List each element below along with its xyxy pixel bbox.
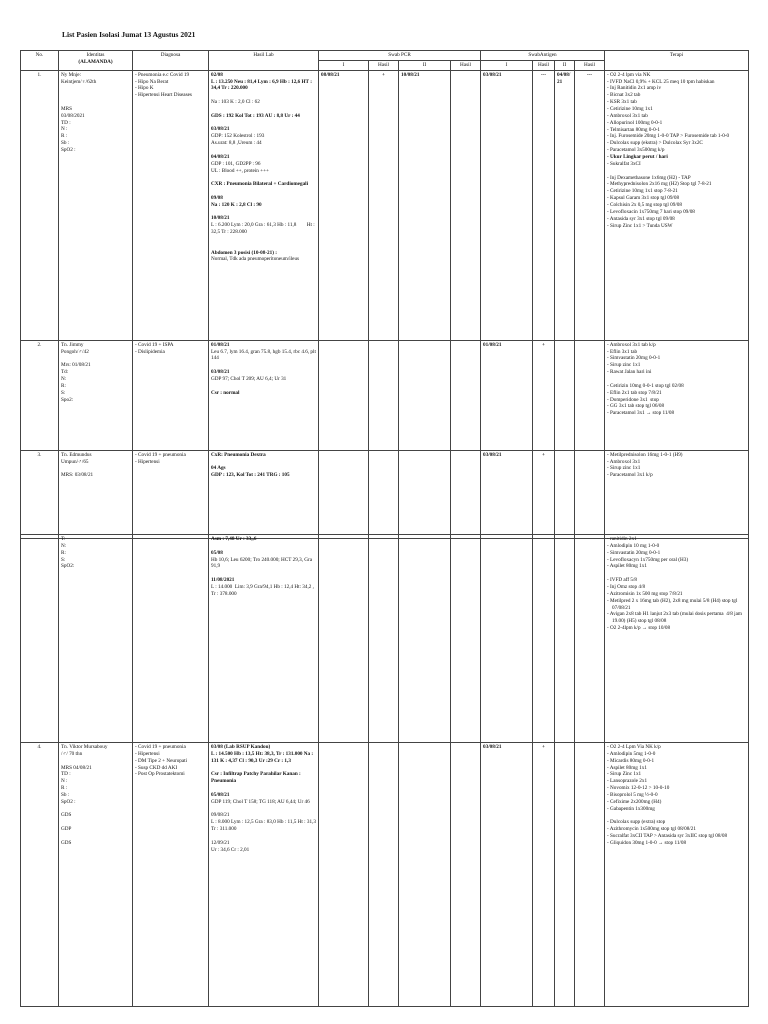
pcr-2-result <box>451 743 481 1007</box>
lab-line: GDP : 101, GD2PP : 96 <box>211 160 261 167</box>
therapy-item: - Sukralfat 3xCI <box>607 161 746 168</box>
therapy-item: - ranitidin 2x1 <box>607 536 746 543</box>
patient-diagnosis-item: - Susp CKD dd AKI <box>135 765 206 772</box>
patient-diagnosis <box>133 450 209 538</box>
lab-line: GDP: 152 Kolestrol : 193 <box>211 133 265 140</box>
patient-diagnosis <box>133 535 209 743</box>
antigen-2-date <box>555 743 575 1007</box>
therapy-item: - IVFD aff 5/8 <box>607 577 746 584</box>
patient-diagnosis-list <box>135 72 206 99</box>
patient-identity-line: SpO2 : <box>61 798 76 805</box>
pcr-2-date: 10/08/21 <box>399 70 451 340</box>
header-diagnosa: Diagnosa <box>133 51 209 71</box>
therapy-list <box>607 342 746 417</box>
lab-line: L : 14.500 Hb : 13,5 Ht: 38,3, Tr : 131.000 Na : 131 K : 4,37 Cl : 90,3 Ur :29 Cr : 1,3 <box>211 750 315 764</box>
subheader: Hasil <box>575 60 605 70</box>
subheader: I <box>319 60 369 70</box>
pcr-2-result <box>451 70 481 340</box>
patient-diagnosis-item: - Post Op Prostatektomi <box>135 771 206 778</box>
patient-identity-line: Ny Mnje: <box>61 71 82 78</box>
lab-line: 02/08 <box>211 71 223 78</box>
lab-line <box>211 243 316 250</box>
therapy-item: - Inj Ranitidin 2x1 amp iv <box>607 85 746 92</box>
therapy-item: - Lansoprazole 2x1 <box>607 778 746 785</box>
patient-diagnosis-item: - DM Tipe 2 + Neuropati <box>135 758 206 765</box>
subheader: I <box>481 60 533 70</box>
antigen-2-result: --- <box>575 70 605 340</box>
lab-results <box>209 340 319 450</box>
therapy-item: - Allopurinol 100mg 0-0-1 <box>607 120 746 127</box>
lab-line: Ur : 34,6 Cr : 2,01 <box>211 846 250 853</box>
patient-identity-line: Mrs: 01/08/21 <box>61 362 91 369</box>
table-row <box>21 450 749 538</box>
subheader: Hasil <box>533 60 555 70</box>
patient-diagnosis-item: - Pneumonia e.c Covid 19 <box>135 72 206 79</box>
pcr-2-date <box>399 340 451 450</box>
therapy-item: - Bicnat 3x2 tab <box>607 92 746 99</box>
patient-diagnosis-item: - Hipertensi Heart Diseases <box>135 92 206 99</box>
pcr-1-date <box>319 535 369 743</box>
patient-diagnosis <box>133 70 209 340</box>
patient-identity-line: SpO2 : <box>61 146 76 153</box>
patient-no: 3. <box>21 450 59 538</box>
patient-identity-line <box>61 99 130 106</box>
lab-line <box>211 383 316 390</box>
patient-no: 4. <box>21 743 59 1007</box>
patient-identity-line: R: <box>61 382 66 389</box>
lab-line: GDP : 123, Kol Tot : 241 TRG : 105 <box>211 472 290 479</box>
lab-line: Leu 6.7, lym 16.4, gran 75.8, hgb 15.4, rbc 4.6, plt 144 <box>211 348 318 362</box>
pcr-1-date: 08/08/21 <box>319 70 369 340</box>
lab-line: 01/08/21 <box>211 341 230 348</box>
antigen-2-date <box>555 450 575 538</box>
lab-line <box>211 209 316 216</box>
antigen-2-date: 04/08/ 21 <box>555 70 575 340</box>
therapy-item: - Levofloxacin 1x750mg 7 hari stop 09/08 <box>607 209 746 216</box>
patient-identity-line: Keintjem/♀/62th <box>61 78 97 85</box>
therapy-item: - Rawat Jalan hari ini <box>607 369 746 376</box>
antigen-2-result <box>575 743 605 1007</box>
patient-identity-line: Sb : <box>61 791 70 798</box>
lab-line: 05/08 <box>211 549 223 556</box>
antigen-1-result: + <box>533 450 555 538</box>
patient-diagnosis-item: - Covid 19 + pneumonia <box>135 452 206 459</box>
lab-line: L : 13.250 Neu : 81,4 Lym : 6,9 Hb : 12,6 HT : 34,4 Tr : 220.000 <box>211 78 314 92</box>
therapy-item: - Kapsul Garam 3x1 stop tgl 09/08 <box>607 195 746 202</box>
patient-diagnosis-item: - Hipertensi <box>135 459 206 466</box>
therapy-item: - Azithromycin 1x500mg stop tgl 08/08/21 <box>607 826 746 833</box>
antigen-1-date: 03/08/21 <box>481 743 533 1007</box>
lab-line: 09/08 <box>211 194 223 201</box>
therapy-item <box>607 376 746 383</box>
patient-identity-line: Tn. Edmundus <box>61 451 92 458</box>
patient-identity-line: Umpun/♂/65 <box>61 458 89 465</box>
therapy-list <box>607 744 746 847</box>
therapy-item: - Eflin 2x1 tab stop 7/8/21 <box>607 390 746 397</box>
therapy-item: - Aspilet 80mg 1x1 <box>607 563 746 570</box>
lab-line: L : 6.200 Lym : 20,0 Gra : 61,3 Hb : 11,8 Ht : 32,5 Tr : 228.000 <box>211 222 316 236</box>
therapy-item: - Cetirizine 10mg 1x1 <box>607 106 746 113</box>
therapy <box>605 70 749 340</box>
header-identitas: Identitas (ALAMANDA) <box>59 51 133 71</box>
therapy-item: - Paracetamol 3x500mg k/p <box>607 147 746 154</box>
table-row <box>21 70 749 340</box>
lab-line: Csr : normal <box>211 389 240 396</box>
lab-line <box>211 174 316 181</box>
pcr-2-result <box>451 535 481 743</box>
lab-results <box>209 450 319 538</box>
pcr-1-result <box>369 535 399 743</box>
header-terapi: Terapi <box>605 51 749 71</box>
lab-line: Abdomen 3 posisi (10-08-21) : <box>211 249 277 256</box>
pcr-2-date <box>399 743 451 1007</box>
therapy-item: - Dulcolax supp (extra) stop <box>607 819 746 826</box>
pcr-1-date <box>319 450 369 538</box>
subheader: II <box>399 60 451 70</box>
therapy-item: - Sucralfat 3xCII TAP > Antasida syr 3xIIC stop tgl 08/08 <box>607 833 746 840</box>
patient-identity-line: N : <box>61 126 68 133</box>
patient-diagnosis-list <box>135 342 206 356</box>
patient-identity-line: TD : <box>61 119 71 126</box>
patient-no: 2. <box>21 340 59 450</box>
therapy-item: - Telmisartan 80mg 0-0-1 <box>607 127 746 134</box>
pcr-1-result <box>369 450 399 538</box>
patient-identity-line: Tn. Jimmy <box>61 341 84 348</box>
pcr-2-date <box>399 535 451 743</box>
antigen-1-date: 03/08/21 <box>481 450 533 538</box>
patient-identity-line <box>61 833 130 840</box>
patient-identity-line: MRS <box>61 105 72 112</box>
therapy-item: - Cefixime 2x200mg (H4) <box>607 799 746 806</box>
antigen-2-date <box>555 340 575 450</box>
antigen-1-result: --- <box>533 70 555 340</box>
lab-line: Csr : Infiltrap Patchy Parahilar Kanan : Pneumonia <box>211 771 303 785</box>
lab-line: 04 Ags <box>211 465 226 472</box>
patient-identity-line: N : <box>61 778 68 785</box>
lab-line <box>211 188 316 195</box>
therapy-item: - GG 3x1 tab stop tgl 06/08 <box>607 403 746 410</box>
lab-line: L : 14.000 Lim: 3,9 Gra/94,1 Hb : 12,4 Ht: 34,2 , Tr : 378.000 <box>211 583 316 597</box>
patient-identity-line <box>61 819 130 826</box>
patient-diagnosis <box>133 340 209 450</box>
antigen-1-date <box>481 535 533 743</box>
therapy-item: - Ambroxol 3x1 tab <box>607 113 746 120</box>
lab-line: 03/08 (Lab RSUP Kandou) <box>211 744 271 750</box>
antigen-1-result: + <box>533 743 555 1007</box>
therapy-item: - Avigan 2x8 tab H1 lanjut 2x3 tab (mulai dosis pertama 4/8 jam 19.00) (H5) stop tgl 08/08 <box>607 611 746 625</box>
therapy-item: - Inj Dexamethasone 1x6mg (H2) - TAP <box>607 175 746 182</box>
patient-identity-line: R : <box>61 133 68 140</box>
lab-line: Normal, Tdk ada pneumoperitoneum/ileus <box>211 256 300 263</box>
lab-line <box>211 147 316 154</box>
therapy-item: - Sirup zinc 1x1 <box>607 362 746 369</box>
lab-line: As.urat: 8,8 ,Ureum : 44 <box>211 140 262 147</box>
therapy-item: - Metilpred 2 x 16mg tab (H2), 2x8 mg mulai 5/8 (H4) stop tgl 07/08/21 <box>607 598 746 612</box>
therapy-item: - Simvastatin 20mg 0-0-1 <box>607 355 746 362</box>
antigen-2-date <box>555 535 575 743</box>
patient-identity <box>59 340 133 450</box>
lab-line: L : 8.000 Lym : 12,5 Gra : 83,0 Hb : 11,5 Ht : 31,3 Tr : 311.000 <box>211 819 318 833</box>
patient-identity-line: S: <box>61 556 66 563</box>
therapy-list <box>607 536 746 639</box>
pcr-1-result: + <box>369 70 399 340</box>
patient-identity-line <box>61 758 130 765</box>
therapy-item: - Colchisin 2x 0,5 mg stop tgl 09/08 <box>607 202 746 209</box>
therapy-item: - Cetirizine 10mg 1x1 stop 7-8-21 <box>607 188 746 195</box>
therapy-item <box>607 632 746 639</box>
patient-identity-line: N: <box>61 542 67 549</box>
lab-line <box>211 362 316 369</box>
patient-identity-line: MRS: 03/08/21 <box>61 472 94 479</box>
antigen-1-date: 03/08/21 <box>481 70 533 340</box>
header-swab-pcr: Swab PCR <box>319 51 481 61</box>
patient-identity-line: Spo2: <box>61 396 74 403</box>
patient-identity-line: R : <box>61 785 68 792</box>
lab-line <box>211 236 316 243</box>
patient-identity-line <box>61 355 130 362</box>
antigen-2-result <box>575 535 605 743</box>
lab-line <box>211 106 316 113</box>
antigen-1-result <box>533 535 555 743</box>
patient-identity-line: /♂/ 70 thn <box>61 750 83 757</box>
table-row <box>21 535 749 743</box>
therapy-item: - Amlodipin 10 mg 1-0-0 <box>607 543 746 550</box>
lab-line: 05/08/21 <box>211 791 230 798</box>
lab-line: Na : 103 K : 2,0 Cl : 62 <box>211 99 260 106</box>
lab-results <box>209 70 319 340</box>
lab-line: 04/08/21 <box>211 153 230 160</box>
patient-identity-line: T: <box>61 536 66 542</box>
lab-line <box>211 833 316 840</box>
table-row <box>21 340 749 450</box>
therapy-item: - Levofloxacyn 1x750mg per oral (H3) <box>607 557 746 564</box>
patient-identity <box>59 743 133 1007</box>
therapy-item: - Sirup Zinc 1x1 > Tunda USW <box>607 223 746 230</box>
pcr-2-result <box>451 450 481 538</box>
patient-diagnosis-item: - Hipo Na Berat <box>135 79 206 86</box>
lab-line: Asm : 7,48 Ur : 33,,6 <box>211 536 257 542</box>
therapy-item: - Metilprednisolon 16mg 1-0-1 (H9) <box>607 452 746 459</box>
therapy-item: - Micardis 80mg 0-0-1 <box>607 758 746 765</box>
lab-line: Na : 120 K : 2,8 Cl : 90 <box>211 201 262 208</box>
patient-diagnosis-list <box>135 744 206 778</box>
lab-line: GDP 119; Chol T 158; TG 118; AU 6,44; Ur 46 <box>211 798 310 805</box>
lab-line: GDP 97; Chol T 209; AU 6,4; Ur 31 <box>211 375 287 382</box>
patient-diagnosis-item: - Hipertensi <box>135 751 206 758</box>
patient-diagnosis <box>133 743 209 1007</box>
therapy-item: - Bisoprolol 5 mg ½-0-0 <box>607 792 746 799</box>
lab-line: 11/08/2021 <box>211 577 235 584</box>
pcr-1-date <box>319 743 369 1007</box>
lab-line <box>211 120 316 127</box>
patient-diagnosis-item: - Covid 19 + pneumonia <box>135 744 206 751</box>
patient-identity-line: SpO2: <box>61 563 75 570</box>
therapy-item: - Inj. Furosemide 20mg 1-0-0 TAP > Furosemide tab 1-0-0 <box>607 133 746 140</box>
therapy-item: - O2 2-4lpm k/p → stop 10/08 <box>607 625 746 632</box>
therapy-item: - Inj Omz stop 4/8 <box>607 584 746 591</box>
therapy-item: - Ambroxol 3x1 tab k/p <box>607 342 746 349</box>
patient-identity-line: Pongoh/♂/42 <box>61 348 89 355</box>
header-swab-antigen: SwabAntigen <box>481 51 605 61</box>
therapy-item: - Ukur Lingkar perut / hari <box>607 154 746 161</box>
therapy-item: - Antasida syr 3x1 stop tgl 09/08 <box>607 216 746 223</box>
therapy-item: - Amlodipin 5mg 1-0-0 <box>607 751 746 758</box>
lab-line: 09/08/21 <box>211 812 230 819</box>
therapy-item: - Azitromisin 1x 500 mg stop 7/8/21 <box>607 591 746 598</box>
patient-identity-line: 03/08/2021 <box>61 112 85 119</box>
pcr-1-result <box>369 340 399 450</box>
antigen-2-result <box>575 450 605 538</box>
patient-identity-line: TD : <box>61 771 71 778</box>
patient-identity-line: Td: <box>61 369 69 376</box>
patient-identity-line <box>61 92 130 99</box>
patient-identity-line: GDS <box>61 812 72 819</box>
therapy-item: - Methyprednisolon 2x16 mg (H2) Stop tgl 7-8-21 <box>607 181 746 188</box>
patient-table-page-2 <box>20 534 748 1007</box>
patient-identity <box>59 535 133 743</box>
pcr-2-date <box>399 450 451 538</box>
therapy-item: - Sirup Zinc 1x1 <box>607 771 746 778</box>
lab-line <box>211 785 316 792</box>
therapy-item: - Simvastatin 20mg 0-0-1 <box>607 550 746 557</box>
lab-line <box>211 570 316 577</box>
pcr-1-result <box>369 743 399 1007</box>
pcr-2-result <box>451 340 481 450</box>
lab-line: 03/08/21 <box>211 126 230 133</box>
page-title: List Pasien Isolasi Jumat 13 Agustus 2021 <box>62 30 196 39</box>
therapy-item: - Ambroxol 3x1 <box>607 459 746 466</box>
therapy-item: - Eflin 3x1 tab <box>607 349 746 356</box>
patient-no <box>21 535 59 743</box>
therapy <box>605 340 749 450</box>
table-row <box>21 743 749 1007</box>
subheader: Hasil <box>451 60 481 70</box>
patient-identity-line <box>61 465 130 472</box>
patient-identity-line <box>61 85 130 92</box>
therapy-item: - Paracetamol 3x1 → stop 11/08 <box>607 410 746 417</box>
therapy <box>605 743 749 1007</box>
patient-identity <box>59 450 133 538</box>
lab-line: Hb 10,6; Leu 6200; Tro 240.000; HCT 29,3, Gra 91,9 <box>211 556 314 570</box>
lab-line: CxR: Pneumonia Dextra <box>211 451 266 458</box>
lab-line: UL : Blood ++, protein +++ <box>211 167 269 174</box>
patient-diagnosis-item: - Dislipidemia <box>135 349 206 356</box>
patient-diagnosis-item: - Hipo K <box>135 85 206 92</box>
therapy-item: - Cetirizin 10mg 0-0-1 stop tgl 02/08 <box>607 383 746 390</box>
therapy-item: - Sirup zinc 1x1 <box>607 465 746 472</box>
therapy-item: - Aspilet 80mg 1x1 <box>607 765 746 772</box>
therapy-list <box>607 452 746 479</box>
patient-identity-line: Tn. Viktor Mursabouy <box>61 744 108 750</box>
lab-line <box>211 806 316 813</box>
patient-diagnosis-item: - Covid 19 + ISPA <box>135 342 206 349</box>
subheader: Hasil <box>369 60 399 70</box>
antigen-2-result <box>575 340 605 450</box>
therapy <box>605 450 749 538</box>
header-hasil-lab: Hasil Lab <box>209 51 319 71</box>
patient-identity-line: GDS <box>61 839 72 846</box>
lab-line: GDS : 192 Kol Tot : 193 AU : 8,8 Ur : 44 <box>211 112 300 119</box>
lab-line: CXR : Pneumonia Bilateral + Cardiomegali <box>211 181 309 188</box>
lab-line <box>211 765 316 772</box>
antigen-1-date: 01/08/21 <box>481 340 533 450</box>
patient-identity-line: MRS 04/08/21 <box>61 764 92 771</box>
lab-results <box>209 743 319 1007</box>
therapy-item: - KSR 3x1 tab <box>607 99 746 106</box>
patient-identity <box>59 70 133 340</box>
patient-diagnosis-list <box>135 452 206 466</box>
therapy <box>605 535 749 743</box>
therapy-item: - Novomix 12-0-12 > 10-0-10 <box>607 785 746 792</box>
header-no: No. <box>21 51 59 71</box>
patient-no: 1. <box>21 70 59 340</box>
therapy-item: - O2 2-4 Lpm Via NK k/p <box>607 744 746 751</box>
therapy-item: - Domperidone 3x1 stop <box>607 397 746 404</box>
patient-identity-line <box>61 806 130 813</box>
therapy-item: - O2 2-4 lpm via NK <box>607 72 746 79</box>
therapy-item: - Gliquidon 30mg 1-0-0 → stop 11/08 <box>607 840 746 847</box>
subheader: II <box>555 60 575 70</box>
lab-line <box>211 92 316 99</box>
therapy-item: - Dulcolax supp (ekstra) > Dulcolax Syr 3x2C <box>607 140 746 147</box>
therapy-item: - Paracetamol 3x1 k/p <box>607 472 746 479</box>
antigen-1-result: + <box>533 340 555 450</box>
patient-identity-line: S: <box>61 389 66 396</box>
lab-line: 12/09/21 <box>211 839 230 846</box>
lab-line <box>211 459 316 466</box>
therapy-list <box>607 72 746 230</box>
patient-identity-line: GDP <box>61 826 72 833</box>
lab-line: 10/08/21 <box>211 215 230 222</box>
therapy-item: - IVFD NaCl 0,9% + KCL 25 meq 10 tpm habiskan <box>607 79 746 86</box>
therapy-item <box>607 168 746 175</box>
pcr-1-date <box>319 340 369 450</box>
lab-results <box>209 535 319 743</box>
therapy-item: - Gabapentin 1x300mg <box>607 806 746 813</box>
patient-identity-line: Sb : <box>61 140 70 147</box>
lab-line <box>211 543 316 550</box>
patient-identity-line: R: <box>61 549 66 556</box>
patient-table-page-1 <box>20 50 748 539</box>
lab-line: 03/08/21 <box>211 369 230 376</box>
patient-identity-line: N: <box>61 375 67 382</box>
